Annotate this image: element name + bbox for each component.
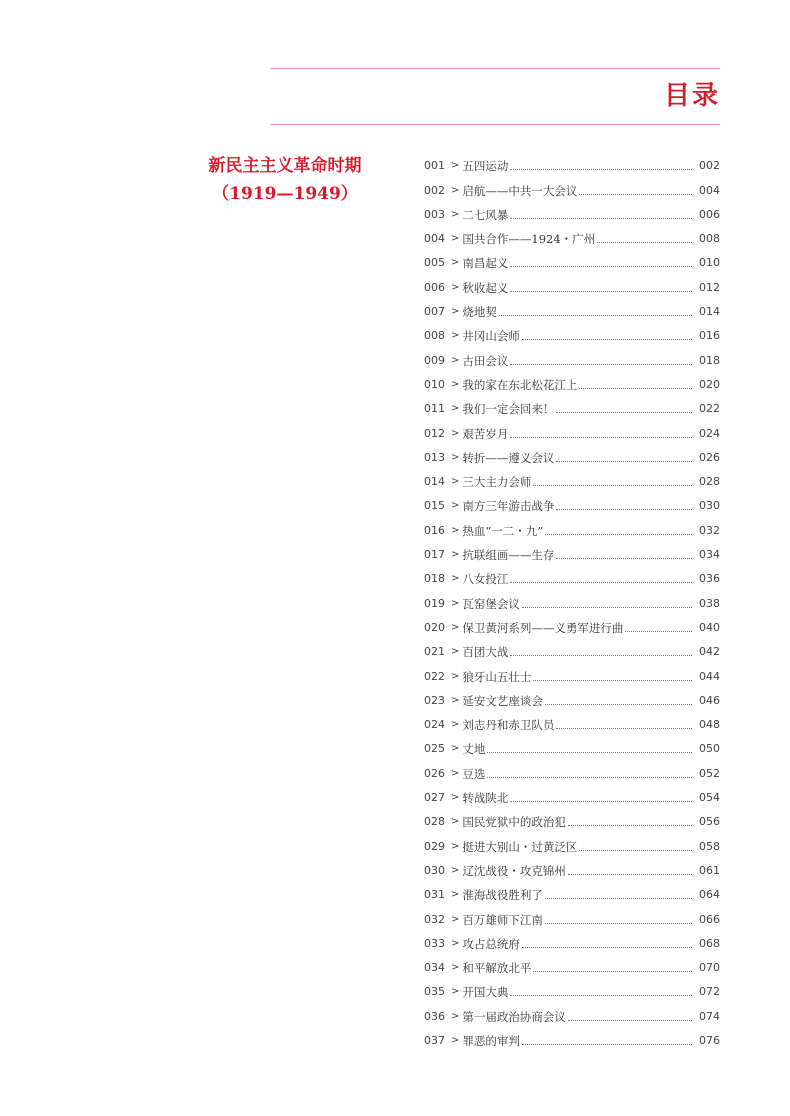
toc-entry[interactable] xyxy=(424,709,720,733)
toc-entry-page: 004 xyxy=(699,183,720,197)
toc-entry-number: 023 xyxy=(424,693,445,707)
toc-entry-leader xyxy=(510,995,692,996)
toc-entry-title: 秋收起义 xyxy=(462,280,509,295)
toc-entry-leader xyxy=(545,923,692,924)
header-bottom-rule xyxy=(270,124,720,125)
toc-entry[interactable] xyxy=(424,782,720,806)
toc-entry-page: 046 xyxy=(699,693,720,707)
toc-entry-number: 018 xyxy=(424,572,445,586)
toc-entry-page: 048 xyxy=(699,718,720,732)
toc-entry-separator: > xyxy=(451,451,460,463)
toc-entry-separator: > xyxy=(451,1010,460,1022)
toc-entry-number: 010 xyxy=(424,377,445,391)
toc-entry-leader xyxy=(510,364,692,365)
toc-entry-leader xyxy=(568,825,692,826)
toc-entry-title: 古田会议 xyxy=(462,353,509,368)
toc-entry-title: 辽沈战役・攻克锦州 xyxy=(462,863,566,878)
toc-entry[interactable] xyxy=(424,174,720,198)
toc-entry-title: 热血“一二・九” xyxy=(462,523,544,538)
toc-entry-separator: > xyxy=(451,281,460,293)
toc-entry-page: 030 xyxy=(699,499,720,513)
toc-entry-page: 052 xyxy=(699,766,720,780)
toc-entry-page: 040 xyxy=(699,620,720,634)
toc-entry-title: 抗联组画——生存 xyxy=(462,548,555,563)
toc-entry-number: 019 xyxy=(424,596,445,610)
toc-entry-number: 001 xyxy=(424,159,445,173)
toc-entry[interactable] xyxy=(424,928,720,952)
toc-entry-separator: > xyxy=(451,378,460,390)
toc-entry-leader xyxy=(556,728,692,729)
toc-entry-separator: > xyxy=(451,962,460,974)
toc-entry[interactable] xyxy=(424,344,720,368)
toc-entry-separator: > xyxy=(451,573,460,585)
toc-entry[interactable] xyxy=(424,806,720,830)
toc-entry-page: 022 xyxy=(699,402,720,416)
toc-entry-separator: > xyxy=(451,864,460,876)
toc-entry-page: 054 xyxy=(699,791,720,805)
toc-entry-page: 074 xyxy=(699,1009,720,1023)
toc-entry-title: 井冈山会师 xyxy=(462,329,520,344)
toc-entry-number: 024 xyxy=(424,718,445,732)
toc-entry-separator: > xyxy=(451,257,460,269)
toc-entry[interactable] xyxy=(424,150,720,174)
toc-entry-separator: > xyxy=(451,476,460,488)
toc-entry-number: 004 xyxy=(424,232,445,246)
toc-entry-page: 024 xyxy=(699,426,720,440)
toc-entry-leader xyxy=(533,971,692,972)
toc-entry-number: 036 xyxy=(424,1009,445,1023)
toc-entry-page: 002 xyxy=(699,159,720,173)
toc-entry-title: 百团大战 xyxy=(462,645,509,660)
toc-entry-leader xyxy=(579,850,692,851)
toc-entry-title: 开国大典 xyxy=(462,985,509,1000)
toc-entry-title: 挺进大别山・过黄泛区 xyxy=(462,839,578,854)
toc-entry-leader xyxy=(522,607,692,608)
page-title: 目录 xyxy=(663,81,720,111)
toc-entry-title: 三大主力会师 xyxy=(462,475,532,490)
toc-entry[interactable] xyxy=(424,296,720,320)
toc-entry-page: 066 xyxy=(699,912,720,926)
toc-entry-leader xyxy=(533,485,692,486)
toc-entry-page: 042 xyxy=(699,645,720,659)
toc-entry-page: 006 xyxy=(699,207,720,221)
toc-entry-separator: > xyxy=(451,937,460,949)
toc-entry-number: 005 xyxy=(424,256,445,270)
toc-entry-leader xyxy=(522,1044,692,1045)
toc-entry[interactable] xyxy=(424,393,720,417)
header-top-rule xyxy=(270,68,720,69)
toc-entry-number: 025 xyxy=(424,742,445,756)
toc-entry-title: 百万雄师下江南 xyxy=(462,912,543,927)
toc-entry-leader xyxy=(545,704,692,705)
toc-entry-page: 026 xyxy=(699,450,720,464)
toc-entry-number: 029 xyxy=(424,839,445,853)
toc-entry-title: 转折——遵义会议 xyxy=(462,450,555,465)
toc-entry-title: 二七风暴 xyxy=(462,207,509,222)
toc-entry-title: 艰苦岁月 xyxy=(462,426,509,441)
toc-entry-page: 061 xyxy=(699,863,720,877)
toc-entry-number: 012 xyxy=(424,426,445,440)
toc-entry-separator: > xyxy=(451,500,460,512)
toc-entry-separator: > xyxy=(451,1034,460,1046)
toc-entry-separator: > xyxy=(451,646,460,658)
toc-entry-separator: > xyxy=(451,403,460,415)
toc-entry[interactable] xyxy=(424,442,720,466)
toc-entry-leader xyxy=(510,218,692,219)
toc-entry-leader xyxy=(556,509,692,510)
toc-entry[interactable] xyxy=(424,490,720,514)
toc-entry-separator: > xyxy=(451,840,460,852)
toc-entry-title: 南昌起义 xyxy=(462,256,509,271)
toc-entry-page: 068 xyxy=(699,936,720,950)
toc-entry-number: 021 xyxy=(424,645,445,659)
toc-entry-number: 026 xyxy=(424,766,445,780)
toc-entry-page: 028 xyxy=(699,475,720,489)
toc-entry-title: 国共合作——1924・广州 xyxy=(462,232,596,247)
toc-entry-title: 南方三年游击战争 xyxy=(462,499,555,514)
toc-entry-page: 044 xyxy=(699,669,720,683)
toc-entry-title: 五四运动 xyxy=(462,159,509,174)
toc-entry-title: 烧地契 xyxy=(462,305,497,320)
toc-entry[interactable] xyxy=(424,199,720,223)
toc-entry[interactable] xyxy=(424,247,720,271)
toc-entry-page: 058 xyxy=(699,839,720,853)
toc-entry-leader xyxy=(522,339,692,340)
toc-entry-title: 八女投江 xyxy=(462,572,509,587)
toc-entry-number: 022 xyxy=(424,669,445,683)
toc-entry-leader xyxy=(522,947,692,948)
toc-entry-separator: > xyxy=(451,670,460,682)
toc-entry-number: 028 xyxy=(424,815,445,829)
toc-entry-number: 008 xyxy=(424,329,445,343)
toc-entry-separator: > xyxy=(451,913,460,925)
toc-entry-page: 038 xyxy=(699,596,720,610)
toc-entry-number: 037 xyxy=(424,1033,445,1047)
toc-entry-number: 015 xyxy=(424,499,445,513)
toc-entry-title: 丈地 xyxy=(462,742,486,757)
toc-entry-separator: > xyxy=(451,986,460,998)
toc-entry-leader xyxy=(579,194,692,195)
toc-entry-page: 070 xyxy=(699,961,720,975)
toc-entry-number: 009 xyxy=(424,353,445,367)
toc-entry-leader xyxy=(510,801,692,802)
toc-entry[interactable] xyxy=(424,1025,720,1049)
toc-entry-leader xyxy=(510,266,692,267)
toc-entry-separator: > xyxy=(451,427,460,439)
toc-entry-leader xyxy=(579,388,692,389)
toc-entry[interactable] xyxy=(424,757,720,781)
section-title: 新民主主义革命时期 xyxy=(208,156,362,176)
toc-entry-number: 002 xyxy=(424,183,445,197)
toc-entry-number: 017 xyxy=(424,548,445,562)
toc-entry[interactable] xyxy=(424,320,720,344)
toc-entry-leader xyxy=(510,291,692,292)
toc-entry-leader xyxy=(545,898,692,899)
toc-entry-leader xyxy=(487,777,692,778)
toc-entry-leader xyxy=(545,534,692,535)
toc-entry-page: 050 xyxy=(699,742,720,756)
toc-entry[interactable] xyxy=(424,417,720,441)
toc-entry-page: 072 xyxy=(699,985,720,999)
toc-entry[interactable] xyxy=(424,1000,720,1024)
toc-entry-separator: > xyxy=(451,208,460,220)
toc-entry-number: 034 xyxy=(424,961,445,975)
toc-entry-leader xyxy=(568,1020,692,1021)
toc-entry[interactable] xyxy=(424,976,720,1000)
toc-entry-title: 第一届政治协商会议 xyxy=(462,1009,566,1024)
toc-entry-title: 保卫黄河系列——义勇军进行曲 xyxy=(462,620,624,635)
section-period: （1919—1949） xyxy=(212,184,358,204)
toc-entry[interactable] xyxy=(424,830,720,854)
toc-entry-page: 076 xyxy=(699,1033,720,1047)
toc-entry-number: 014 xyxy=(424,475,445,489)
toc-entry-separator: > xyxy=(451,719,460,731)
toc-entry-title: 淮海战役胜利了 xyxy=(462,888,543,903)
toc-entry-title: 豆选 xyxy=(462,766,486,781)
toc-entry-leader xyxy=(487,752,692,753)
toc-entry-leader xyxy=(556,461,692,462)
toc-entry-number: 030 xyxy=(424,863,445,877)
toc-list xyxy=(424,150,720,1049)
toc-entry-separator: > xyxy=(451,889,460,901)
toc-entry-title: 我的家在东北松花江上 xyxy=(462,377,578,392)
toc-entry-leader xyxy=(625,631,692,632)
toc-entry-number: 006 xyxy=(424,280,445,294)
toc-entry-leader xyxy=(533,680,692,681)
toc-entry-leader xyxy=(510,437,692,438)
toc-entry-separator: > xyxy=(451,524,460,536)
toc-entry-number: 007 xyxy=(424,305,445,319)
toc-entry-number: 016 xyxy=(424,523,445,537)
toc-entry-number: 013 xyxy=(424,450,445,464)
toc-entry-title: 转战陕北 xyxy=(462,791,509,806)
toc-entry[interactable] xyxy=(424,903,720,927)
toc-entry[interactable] xyxy=(424,855,720,879)
toc-entry-number: 027 xyxy=(424,791,445,805)
toc-entry[interactable] xyxy=(424,466,720,490)
toc-entry-title: 刘志丹和赤卫队员 xyxy=(462,718,555,733)
toc-entry-leader xyxy=(597,242,692,243)
toc-entry-separator: > xyxy=(451,792,460,804)
toc-entry-leader xyxy=(499,315,692,316)
toc-entry-separator: > xyxy=(451,597,460,609)
toc-entry-leader xyxy=(568,874,692,875)
toc-entry-leader xyxy=(510,169,692,170)
toc-entry-page: 012 xyxy=(699,280,720,294)
toc-entry[interactable] xyxy=(424,612,720,636)
toc-entry[interactable] xyxy=(424,685,720,709)
toc-entry-separator: > xyxy=(451,354,460,366)
toc-entry[interactable] xyxy=(424,587,720,611)
toc-entry[interactable] xyxy=(424,514,720,538)
toc-entry-page: 014 xyxy=(699,305,720,319)
toc-entry-number: 031 xyxy=(424,888,445,902)
toc-entry-leader xyxy=(556,412,692,413)
toc-entry-title: 攻占总统府 xyxy=(462,936,520,951)
toc-entry-page: 016 xyxy=(699,329,720,343)
toc-entry-page: 020 xyxy=(699,377,720,391)
toc-entry[interactable] xyxy=(424,660,720,684)
toc-entry[interactable] xyxy=(424,733,720,757)
toc-entry-separator: > xyxy=(451,743,460,755)
toc-entry-page: 008 xyxy=(699,232,720,246)
toc-entry-page: 036 xyxy=(699,572,720,586)
toc-entry-page: 056 xyxy=(699,815,720,829)
toc-entry-separator: > xyxy=(451,184,460,196)
toc-entry-page: 010 xyxy=(699,256,720,270)
toc-entry-page: 032 xyxy=(699,523,720,537)
toc-entry-leader xyxy=(510,655,692,656)
toc-entry-title: 和平解放北平 xyxy=(462,961,532,976)
toc-entry[interactable] xyxy=(424,369,720,393)
toc-entry-number: 020 xyxy=(424,620,445,634)
toc-entry-separator: > xyxy=(451,767,460,779)
toc-entry-page: 018 xyxy=(699,353,720,367)
toc-entry[interactable] xyxy=(424,539,720,563)
toc-entry-number: 003 xyxy=(424,207,445,221)
toc-entry-leader xyxy=(510,582,692,583)
toc-entry-page: 064 xyxy=(699,888,720,902)
toc-entry-title: 狼牙山五壮士 xyxy=(462,669,532,684)
toc-entry-number: 033 xyxy=(424,936,445,950)
toc-entry-title: 瓦窑堡会议 xyxy=(462,596,520,611)
toc-entry[interactable] xyxy=(424,271,720,295)
toc-entry[interactable] xyxy=(424,879,720,903)
toc-entry-title: 延安文艺座谈会 xyxy=(462,693,543,708)
toc-entry-number: 035 xyxy=(424,985,445,999)
toc-entry-title: 启航——中共一大会议 xyxy=(462,183,578,198)
toc-entry[interactable] xyxy=(424,223,720,247)
toc-entry-number: 011 xyxy=(424,402,445,416)
toc-entry[interactable] xyxy=(424,563,720,587)
toc-entry[interactable] xyxy=(424,636,720,660)
toc-entry-separator: > xyxy=(451,160,460,172)
toc-entry-separator: > xyxy=(451,306,460,318)
toc-entry-separator: > xyxy=(451,621,460,633)
toc-entry-title: 我们一定会回来！ xyxy=(462,402,555,417)
toc-entry-separator: > xyxy=(451,549,460,561)
toc-entry[interactable] xyxy=(424,952,720,976)
toc-entry-separator: > xyxy=(451,330,460,342)
toc-entry-number: 032 xyxy=(424,912,445,926)
section-heading xyxy=(205,152,365,208)
toc-entry-title: 国民党狱中的政治犯 xyxy=(462,815,566,830)
toc-entry-separator: > xyxy=(451,233,460,245)
toc-entry-leader xyxy=(556,558,692,559)
toc-entry-separator: > xyxy=(451,816,460,828)
toc-entry-title: 罪恶的审判 xyxy=(462,1033,520,1048)
toc-entry-page: 034 xyxy=(699,548,720,562)
toc-entry-separator: > xyxy=(451,694,460,706)
